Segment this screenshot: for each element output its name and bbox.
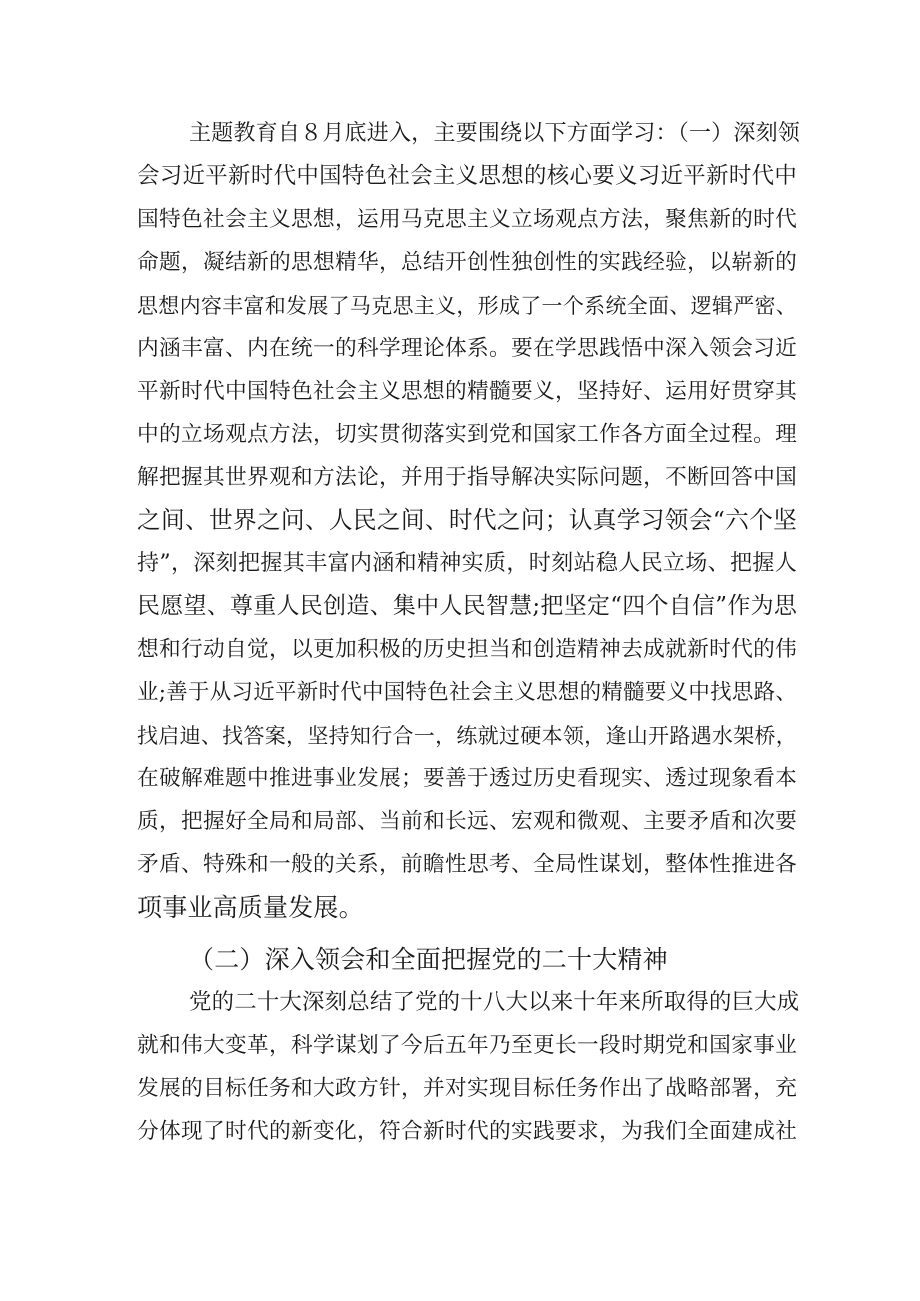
paragraph-theme-education <box>137 112 801 929</box>
paragraph-line: 命题，凝结新的思想精华，总结开创性独创性的实践经验，以崭新的 <box>137 250 797 275</box>
paragraph-line: 国特色社会主义思想，运用马克思主义立场观点方法，聚焦新的时代 <box>137 207 797 232</box>
paragraph-line: 解把握其世界观和方法论，并用于指导解决实际问题，不断回答中国 <box>137 465 797 490</box>
paragraph-line: 平新时代中国特色社会主义思想的精髓要义，坚持好、运用好贯穿其 <box>137 379 797 404</box>
paragraph-line: 持”，深刻把握其丰富内涵和精神实质，时刻站稳人民立场、把握人 <box>137 551 797 576</box>
paragraph-line: 党的二十大深刻总结了党的十八大以来十年来所取得的巨大成 <box>189 989 800 1015</box>
paragraph-line: 内涵丰富、内在统一的科学理论体系。要在学思践悟中深入领会习近 <box>137 336 797 361</box>
paragraph-line: 就和伟大变革，科学谋划了今后五年乃至更长一段时期党和国家事业 <box>137 1033 797 1058</box>
paragraph-line: 之间、世界之问、人民之间、时代之问；认真学习领会“六个坚 <box>137 506 797 534</box>
paragraph-line: 思想内容丰富和发展了马克思主义，形成了一个系统全面、逻辑严密、 <box>137 293 797 318</box>
paragraph-line: 想和行动自觉，以更加积极的历史担当和创造精神去成就新时代的伟 <box>137 637 797 662</box>
paragraph-line: 分体现了时代的新变化，符合新时代的实践要求，为我们全面建成社 <box>137 1119 797 1144</box>
paragraph-twentieth-congress <box>137 981 800 1153</box>
paragraph-line: 项事业高质量发展。 <box>137 893 364 922</box>
paragraph-line: 主题教育自８月底进入，主要围绕以下方面学习：（一）深刻领 <box>189 121 801 146</box>
paragraph-line: 民愿望、尊重人民创造、集中人民智慧;把坚定“四个自信”作为思 <box>137 593 797 619</box>
paragraph-line: 中的立场观点方法，切实贯彻落实到党和国家工作各方面全过程。理 <box>137 422 797 447</box>
paragraph-line: 矛盾、特殊和一般的关系，前瞻性思考、全局性谋划，整体性推进各 <box>137 852 797 877</box>
paragraph-line: 业;善于从习近平新时代中国特色社会主义思想的精髓要义中找思路、 <box>137 680 797 705</box>
section-heading <box>137 938 797 981</box>
paragraph-line: 会习近平新时代中国特色社会主义思想的核心要义习近平新时代中 <box>137 163 797 189</box>
paragraph-line: 在破解难题中推进事业发展；要善于透过历史看现实、透过现象看本 <box>137 766 797 791</box>
paragraph-line: 找启迪、找答案，坚持知行合一，练就过硬本领，逢山开路遇水架桥， <box>137 723 797 748</box>
paragraph-line: 发展的目标任务和大政方针，并对实现目标任务作出了战略部署，充 <box>137 1076 797 1101</box>
paragraph-line: 质，把握好全局和局部、当前和长远、宏观和微观、主要矛盾和次要 <box>137 809 797 834</box>
section-heading-text: （二）深入领会和全面把握党的二十大精神 <box>189 945 668 974</box>
